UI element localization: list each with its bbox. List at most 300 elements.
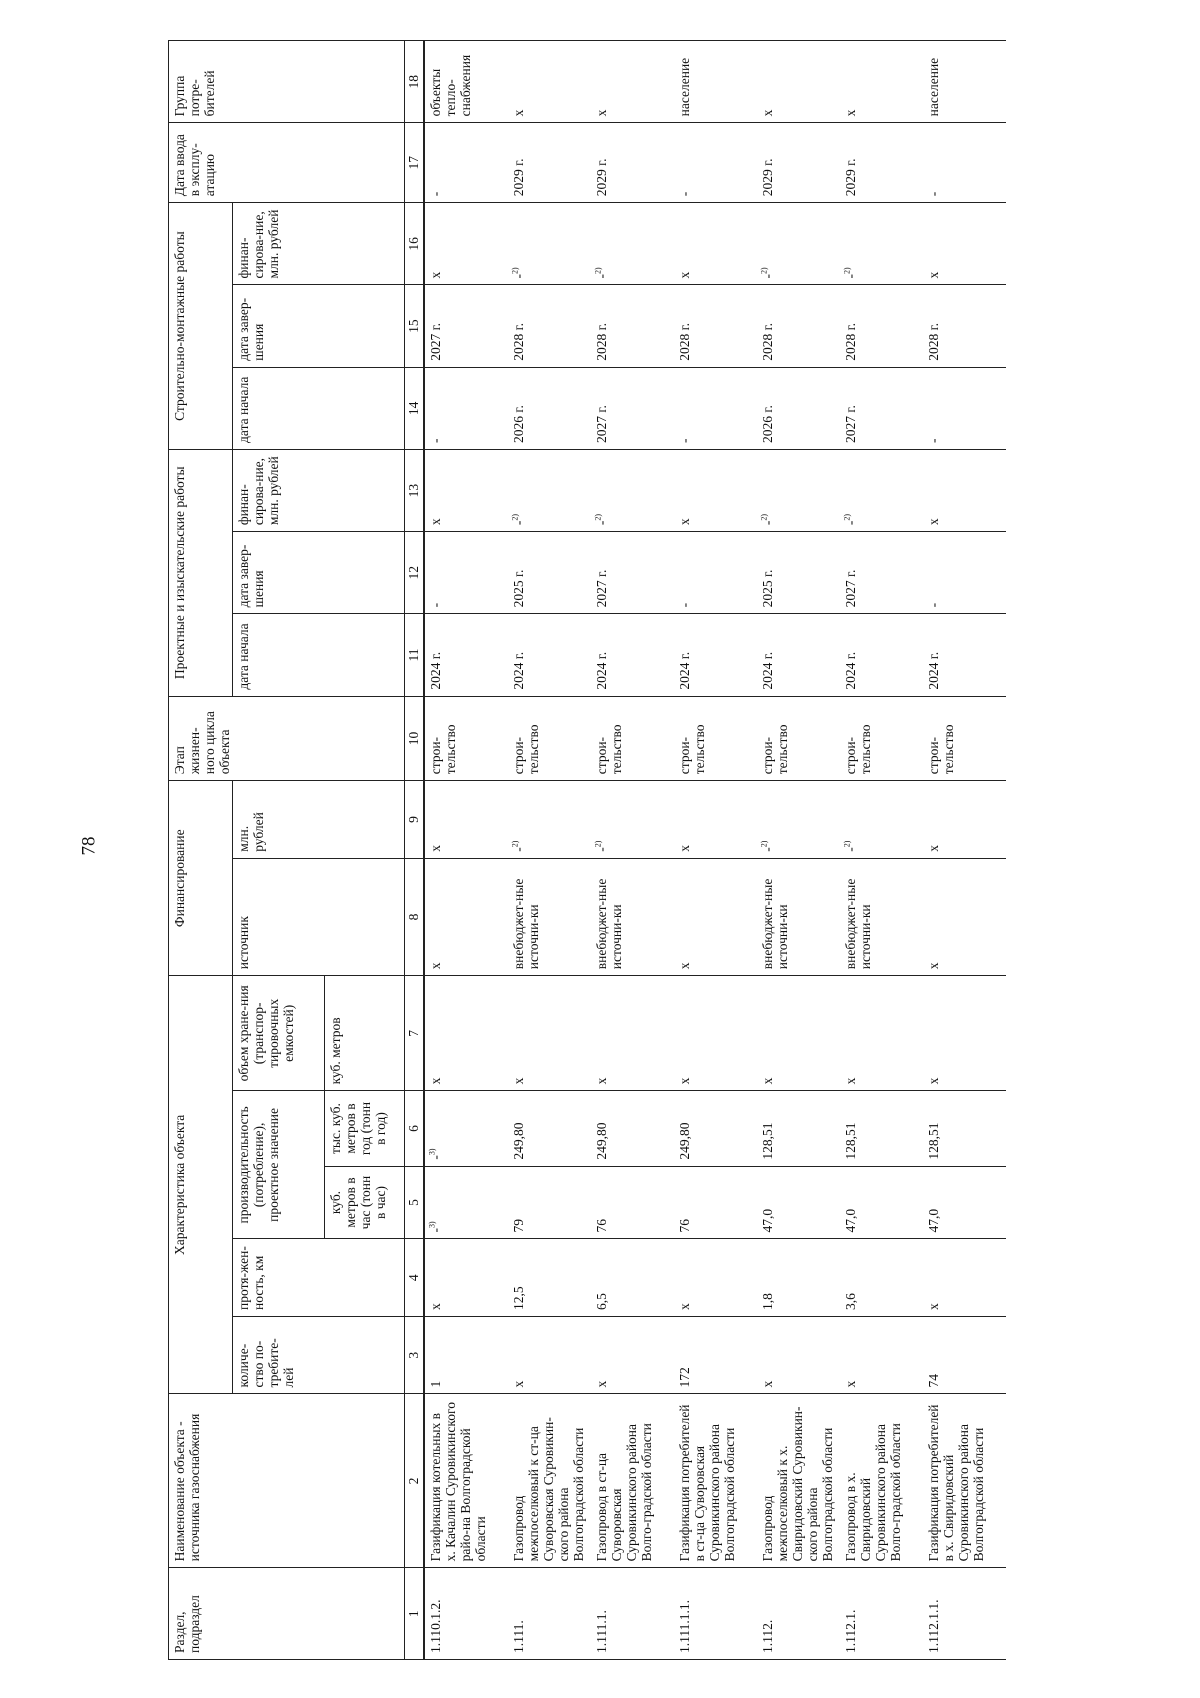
cell-c3: [674, 1316, 757, 1394]
header-construction-financing: финан-сирова-ние, млн. рублей: [233, 203, 405, 285]
header-storage-unit: куб. метров: [325, 976, 405, 1091]
column-number: 1: [405, 1568, 425, 1660]
cell-c9: [508, 781, 591, 859]
cell-c18: [674, 41, 757, 123]
cell-value: х: [677, 518, 692, 526]
cell-c18: [424, 41, 508, 123]
cell-value: -: [428, 191, 443, 197]
cell-value: 2026 г.: [511, 405, 526, 443]
cell-value: внебюджет-ные источни-ки: [594, 878, 624, 970]
cell-value: -: [677, 438, 692, 443]
cell-value: Газификация потребителей в ст-ца Суворовская Суровикинского района Волгоградской области: [677, 1404, 737, 1562]
cell-c18: [591, 41, 674, 123]
cell-value: 2029 г.: [843, 158, 858, 197]
cell-c17: [840, 123, 923, 203]
cell-c10: [757, 696, 840, 781]
cell-value: 2024 г.: [428, 651, 443, 690]
cell-value: х: [594, 1380, 609, 1388]
cell-value: 47,0: [843, 1208, 858, 1233]
cell-c14: [591, 367, 674, 449]
cell-c5: [508, 1166, 591, 1239]
cell-c2: [923, 1394, 1006, 1568]
cell-value: -: [926, 602, 941, 608]
cell-value: -: [428, 1227, 443, 1233]
cell-c4: [424, 1239, 508, 1317]
cell-value: строи-тельство: [677, 724, 707, 775]
cell-c16: [840, 203, 923, 285]
cell-c14: [674, 367, 757, 449]
footnote-mark: 2): [510, 840, 520, 848]
cell-c18: [923, 41, 1006, 123]
cell-c15: [508, 285, 591, 367]
cell-value: х: [926, 1303, 941, 1310]
cell-c10: [840, 696, 923, 781]
cell-value: 2027 г.: [594, 569, 609, 608]
table-row: [757, 41, 840, 1660]
table-body: [424, 41, 1006, 1660]
cell-c11: [591, 614, 674, 696]
header-construction-end: дата завер-шения: [233, 285, 405, 367]
cell-value: -: [843, 847, 858, 852]
cell-c13: [757, 449, 840, 531]
cell-value: строи-тельство: [843, 724, 873, 775]
cell-value: 1.112.1.1.: [926, 1599, 941, 1653]
cell-value: строи-тельство: [926, 724, 956, 775]
table-header: [169, 41, 425, 1660]
cell-value: х: [926, 271, 941, 279]
header-capacity-yearly: тыс. куб. метров в год (тонн в год): [325, 1091, 405, 1166]
cell-c11: [508, 614, 591, 696]
cell-value: 2024 г.: [511, 651, 526, 690]
cell-value: х: [428, 271, 443, 279]
cell-c1: [757, 1568, 840, 1660]
cell-c5: [757, 1166, 840, 1239]
cell-c16: [674, 203, 757, 285]
cell-c15: [757, 285, 840, 367]
cell-c11: [840, 614, 923, 696]
footnote-mark: 2): [842, 267, 852, 274]
cell-c17: [591, 123, 674, 203]
footnote-mark: 2): [759, 267, 769, 274]
cell-value: 76: [594, 1218, 609, 1233]
cell-c1: [674, 1568, 757, 1660]
cell-c12: [508, 532, 591, 614]
footnote-mark: 2): [510, 514, 520, 521]
cell-value: Газопровод в х. Свиридовский Суровикинского района Волго-градской области: [843, 1423, 903, 1562]
cell-c14: [424, 367, 508, 449]
cell-value: 12,5: [511, 1286, 526, 1310]
cell-value: -: [926, 438, 941, 443]
cell-c6: [674, 1091, 757, 1166]
cell-value: х: [428, 1303, 443, 1310]
cell-c17: [424, 123, 508, 203]
header-construction-works: Строительно-монтажные работы: [169, 203, 233, 450]
cell-c2: [674, 1394, 757, 1568]
cell-c1: [840, 1568, 923, 1660]
cell-value: х: [428, 1077, 443, 1085]
cell-c3: [757, 1316, 840, 1394]
cell-value: 1: [428, 1380, 443, 1388]
cell-value: -: [926, 191, 941, 197]
cell-value: х: [843, 1380, 858, 1388]
cell-c1: [424, 1568, 508, 1660]
cell-value: строи-тельство: [428, 724, 458, 775]
cell-c13: [591, 449, 674, 531]
cell-c6: [508, 1091, 591, 1166]
cell-value: 2028 г.: [760, 322, 775, 361]
cell-c11: [923, 614, 1006, 696]
cell-c15: [923, 285, 1006, 367]
column-number: 7: [405, 976, 425, 1091]
cell-c16: [508, 203, 591, 285]
cell-c12: [840, 532, 923, 614]
cell-value: х: [677, 1077, 692, 1085]
footnote-mark: 3): [427, 1148, 437, 1156]
cell-value: 2029 г.: [511, 158, 526, 197]
footnote-mark: 2): [842, 840, 852, 848]
column-number: 2: [405, 1394, 425, 1568]
cell-value: -: [511, 273, 526, 279]
header-consumer-count: количе-ство по-требите-лей: [233, 1316, 405, 1394]
column-number: 8: [405, 858, 425, 975]
cell-c2: [591, 1394, 674, 1568]
cell-c4: [591, 1239, 674, 1317]
cell-value: х: [926, 1077, 941, 1085]
cell-value: 1.111.1.1.: [677, 1600, 692, 1653]
cell-value: -: [511, 520, 526, 526]
column-number: 3: [405, 1316, 425, 1394]
rotated-table-container: [168, 40, 1200, 1660]
cell-value: х: [511, 1077, 526, 1085]
cell-c8: [674, 858, 757, 975]
cell-c7: [508, 976, 591, 1091]
header-length: протя-жен-ность, км: [233, 1239, 405, 1317]
table-row: [923, 41, 1006, 1660]
cell-c9: [591, 781, 674, 859]
cell-value: 1.111.1.: [594, 1610, 609, 1653]
cell-value: 1.112.: [760, 1619, 775, 1653]
cell-value: 2025 г.: [760, 569, 775, 608]
cell-c9: [757, 781, 840, 859]
cell-value: 74: [926, 1374, 941, 1388]
cell-c11: [757, 614, 840, 696]
column-number: 9: [405, 781, 425, 859]
table-row: [424, 41, 508, 1660]
cell-c10: [591, 696, 674, 781]
cell-value: -: [594, 273, 609, 279]
cell-value: 1.112.1.: [843, 1609, 858, 1653]
cell-c18: [840, 41, 923, 123]
cell-value: -: [843, 520, 858, 526]
cell-value: 2028 г.: [843, 322, 858, 361]
cell-value: -: [594, 847, 609, 852]
cell-c3: [508, 1316, 591, 1394]
cell-c14: [757, 367, 840, 449]
cell-value: х: [926, 518, 941, 526]
cell-value: 2028 г.: [594, 322, 609, 361]
gas-supply-objects-table: [168, 40, 1006, 1660]
cell-value: 2024 г.: [926, 651, 941, 690]
footnote-mark: 2): [593, 267, 603, 274]
cell-c7: [757, 976, 840, 1091]
cell-value: 47,0: [760, 1208, 775, 1233]
cell-value: 2027 г.: [843, 405, 858, 443]
cell-c10: [674, 696, 757, 781]
cell-value: 1.111.: [511, 1620, 526, 1653]
cell-value: Газификация котельных в х. Качалин Суровикинского райо-на Волгоградской области: [428, 1402, 488, 1562]
cell-c5: [674, 1166, 757, 1239]
cell-value: Газопровод в ст-ца Суворовская Суровикинского района Волго-градской области: [594, 1423, 654, 1562]
header-design-end: дата завер-шения: [233, 532, 405, 614]
cell-c3: [840, 1316, 923, 1394]
footnote-mark: 2): [593, 840, 603, 848]
cell-c6: [757, 1091, 840, 1166]
cell-value: х: [926, 845, 941, 852]
cell-c17: [757, 123, 840, 203]
cell-value: -: [760, 847, 775, 852]
column-number: 5: [405, 1166, 425, 1239]
cell-value: внебюджет-ные источни-ки: [511, 878, 541, 970]
cell-c15: [674, 285, 757, 367]
cell-value: х: [677, 962, 692, 970]
cell-c2: [424, 1394, 508, 1568]
header-object-name: Наименование объекта - источника газоснабжения: [169, 1394, 405, 1568]
cell-value: -: [677, 602, 692, 608]
column-number: 14: [405, 367, 425, 449]
cell-c5: [591, 1166, 674, 1239]
cell-value: -: [428, 438, 443, 443]
cell-value: 249,80: [594, 1122, 609, 1160]
cell-value: -: [760, 520, 775, 526]
cell-value: х: [926, 962, 941, 970]
cell-c9: [840, 781, 923, 859]
header-financing-amount: млн. рублей: [233, 781, 405, 859]
cell-value: 3,6: [843, 1293, 858, 1310]
cell-c8: [424, 858, 508, 975]
cell-c3: [591, 1316, 674, 1394]
cell-value: 2024 г.: [760, 651, 775, 690]
cell-c15: [424, 285, 508, 367]
cell-c18: [508, 41, 591, 123]
header-capacity: производительность (потребление), проектное значение: [233, 1091, 325, 1239]
cell-value: 2027 г.: [843, 569, 858, 608]
cell-c5: [840, 1166, 923, 1239]
column-number: 17: [405, 123, 425, 203]
cell-c1: [923, 1568, 1006, 1660]
cell-value: х: [760, 109, 775, 117]
cell-c4: [757, 1239, 840, 1317]
cell-value: Газопровод межпоселковый к ст-ца Суворовская Суровикин-ского района Волгоградской области: [511, 1417, 586, 1562]
cell-value: 2028 г.: [677, 322, 692, 361]
header-financing: Финансирование: [169, 781, 233, 976]
cell-c9: [674, 781, 757, 859]
cell-value: 1.110.1.2.: [428, 1599, 443, 1653]
column-number: 4: [405, 1239, 425, 1317]
cell-value: 2025 г.: [511, 569, 526, 608]
cell-c2: [508, 1394, 591, 1568]
cell-value: х: [594, 1077, 609, 1085]
cell-value: х: [843, 1077, 858, 1085]
cell-value: х: [594, 109, 609, 117]
cell-c1: [591, 1568, 674, 1660]
header-capacity-hourly: куб. метров в час (тонн в час): [325, 1166, 405, 1239]
cell-value: х: [511, 1380, 526, 1388]
cell-value: 249,80: [511, 1122, 526, 1160]
cell-value: х: [760, 1380, 775, 1388]
cell-c17: [508, 123, 591, 203]
cell-c17: [923, 123, 1006, 203]
cell-c11: [424, 614, 508, 696]
cell-c12: [757, 532, 840, 614]
cell-value: 1,8: [760, 1293, 775, 1310]
column-number: 6: [405, 1091, 425, 1166]
cell-c1: [508, 1568, 591, 1660]
cell-c14: [923, 367, 1006, 449]
cell-c8: [757, 858, 840, 975]
cell-value: х: [428, 962, 443, 970]
table-row: [840, 41, 923, 1660]
column-number: 11: [405, 614, 425, 696]
cell-value: х: [843, 109, 858, 117]
cell-value: х: [677, 271, 692, 279]
cell-value: х: [677, 1303, 692, 1310]
cell-value: 172: [677, 1367, 692, 1388]
cell-c16: [424, 203, 508, 285]
cell-value: население: [677, 57, 692, 117]
cell-c6: [424, 1091, 508, 1166]
cell-c13: [923, 449, 1006, 531]
cell-c7: [591, 976, 674, 1091]
cell-value: 2024 г.: [677, 651, 692, 690]
header-design-works: Проектные и изыскательские работы: [169, 449, 233, 696]
cell-c10: [508, 696, 591, 781]
cell-value: Газопровод межпоселковый к х. Свиридовский Суровикин-ского района Волгоградской области: [760, 1406, 835, 1562]
cell-value: население: [926, 57, 941, 117]
cell-value: Газификация потребителей в х. Свиридовский Суровикинского района Волгоградской области: [926, 1404, 986, 1562]
cell-value: 79: [511, 1218, 526, 1233]
cell-c3: [424, 1316, 508, 1394]
cell-value: 128,51: [760, 1122, 775, 1160]
column-number: 16: [405, 203, 425, 285]
cell-c6: [923, 1091, 1006, 1166]
header-storage-volume: объем хране-ния (транспор-тировочных емкостей): [233, 976, 325, 1091]
cell-value: 2029 г.: [594, 158, 609, 197]
cell-value: х: [428, 845, 443, 852]
cell-c12: [424, 532, 508, 614]
cell-c13: [508, 449, 591, 531]
table-row: [591, 41, 674, 1660]
cell-c7: [923, 976, 1006, 1091]
column-number: 12: [405, 532, 425, 614]
cell-c7: [840, 976, 923, 1091]
column-number-row: [405, 41, 425, 1660]
cell-c15: [591, 285, 674, 367]
table-row: [508, 41, 591, 1660]
cell-value: 2028 г.: [926, 322, 941, 361]
cell-value: строи-тельство: [760, 724, 790, 775]
cell-c12: [923, 532, 1006, 614]
cell-value: -: [511, 847, 526, 852]
footnote-mark: 2): [759, 840, 769, 848]
cell-c10: [424, 696, 508, 781]
cell-value: объекты тепло-снабжения: [428, 54, 473, 117]
page-number: 78: [78, 836, 100, 856]
cell-c9: [923, 781, 1006, 859]
cell-c14: [508, 367, 591, 449]
cell-c4: [508, 1239, 591, 1317]
header-design-financing: финан-сирова-ние, млн. рублей: [233, 449, 405, 531]
header-financing-source: источник: [233, 858, 405, 975]
cell-c6: [591, 1091, 674, 1166]
cell-value: 76: [677, 1218, 692, 1233]
cell-value: 2024 г.: [843, 651, 858, 690]
cell-value: х: [428, 518, 443, 526]
cell-c16: [591, 203, 674, 285]
cell-c8: [591, 858, 674, 975]
cell-value: 2027 г.: [594, 405, 609, 443]
cell-c5: [923, 1166, 1006, 1239]
cell-value: строи-тельство: [594, 724, 624, 775]
cell-value: внебюджет-ные источни-ки: [760, 878, 790, 970]
cell-c8: [923, 858, 1006, 975]
cell-value: -: [760, 273, 775, 279]
header-construction-start: дата начала: [233, 367, 405, 449]
cell-value: х: [760, 1077, 775, 1085]
cell-value: 249,80: [677, 1122, 692, 1160]
header-design-start: дата начала: [233, 614, 405, 696]
cell-c12: [591, 532, 674, 614]
cell-value: -: [428, 1155, 443, 1160]
cell-c7: [674, 976, 757, 1091]
header-lifecycle-stage: Этап жизнен-ного цикла объекта: [169, 696, 405, 781]
cell-c17: [674, 123, 757, 203]
cell-c16: [757, 203, 840, 285]
cell-c10: [923, 696, 1006, 781]
header-object-characteristics: Характеристика объекта: [169, 976, 233, 1394]
table-row: [674, 41, 757, 1660]
header-section: Раздел, подраздел: [169, 1568, 405, 1660]
cell-c13: [674, 449, 757, 531]
cell-value: 128,51: [926, 1122, 941, 1160]
cell-value: 2029 г.: [760, 158, 775, 197]
cell-c5: [424, 1166, 508, 1239]
footnote-mark: 2): [842, 514, 852, 521]
column-number: 10: [405, 696, 425, 781]
cell-c8: [508, 858, 591, 975]
cell-c13: [840, 449, 923, 531]
cell-c4: [923, 1239, 1006, 1317]
cell-value: внебюджет-ные источни-ки: [843, 878, 873, 970]
cell-value: 2028 г.: [511, 322, 526, 361]
header-consumer-group: Группа потре-бителей: [169, 41, 405, 123]
cell-c6: [840, 1091, 923, 1166]
cell-value: х: [511, 109, 526, 117]
cell-c8: [840, 858, 923, 975]
column-number: 13: [405, 449, 425, 531]
cell-c4: [840, 1239, 923, 1317]
cell-c2: [757, 1394, 840, 1568]
cell-value: -: [594, 520, 609, 526]
cell-c11: [674, 614, 757, 696]
cell-c16: [923, 203, 1006, 285]
cell-value: х: [677, 845, 692, 852]
cell-value: строи-тельство: [511, 724, 541, 775]
cell-value: -: [843, 273, 858, 279]
cell-c12: [674, 532, 757, 614]
cell-c15: [840, 285, 923, 367]
cell-c14: [840, 367, 923, 449]
cell-value: 128,51: [843, 1122, 858, 1160]
